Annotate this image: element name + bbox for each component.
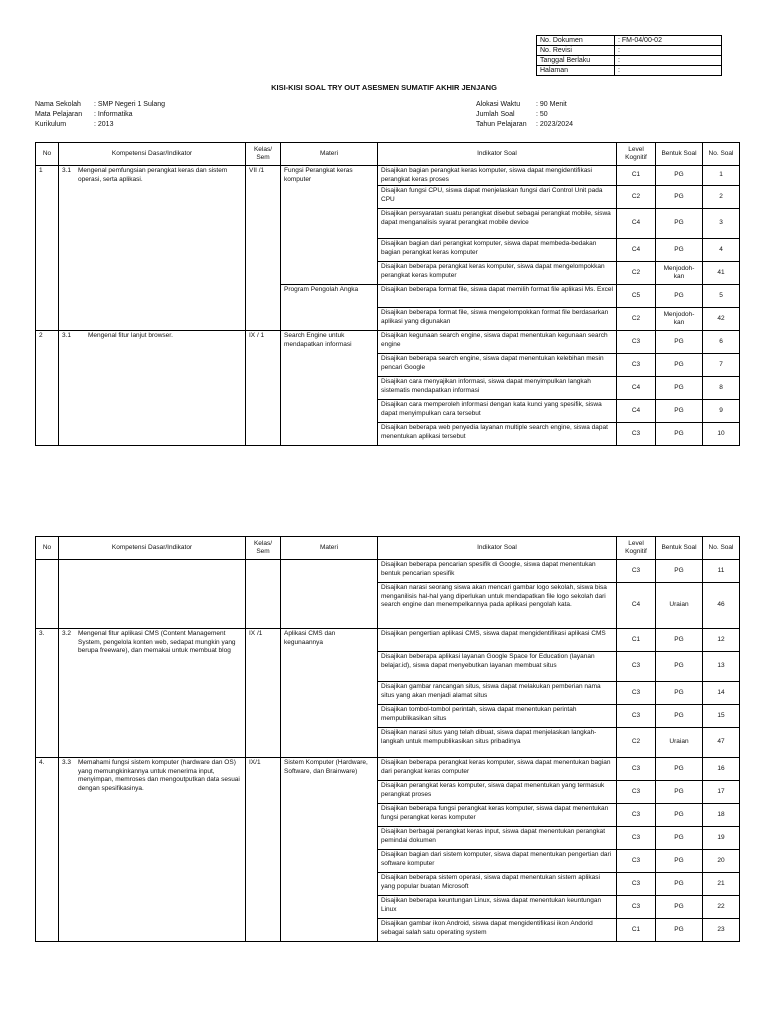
question-type: PG	[656, 400, 703, 423]
material-cell: Program Pengolah Angka	[281, 285, 378, 331]
question-number: 20	[703, 850, 740, 873]
material-cell: Aplikasi CMS dan kegunaannya	[281, 629, 378, 758]
question-type: PG	[656, 331, 703, 354]
competency-text	[62, 630, 242, 656]
question-type: Uraian	[656, 583, 703, 629]
competency-cell	[59, 758, 246, 942]
question-number: 3	[703, 209, 740, 239]
header-kd: Kompetensi Dasar/Indikator	[59, 537, 246, 560]
indicator-cell: Disajikan beberapa keuntungan Linux, siswa dapat menentukan keuntungan Linux	[378, 896, 617, 919]
cognitive-level: C3	[617, 354, 656, 377]
table-row	[36, 331, 740, 354]
competency-description: Memahami fungsi sistem komputer (hardware dan OS) yang memungkinkannya untuk menerima input, menyimpan, memroses dan mengoutputkan data sesuai dengan spesifikasinya.	[78, 759, 240, 792]
meta-value: : SMP Negeri 1 Sulang	[94, 101, 166, 108]
meta-label: Nama Sekolah	[35, 101, 81, 108]
question-number: 6	[703, 331, 740, 354]
header-materi: Materi	[281, 537, 378, 560]
cognitive-level: C4	[617, 583, 656, 629]
question-type: PG	[656, 919, 703, 942]
cognitive-level: C3	[617, 682, 656, 705]
indicator-cell: Disajikan berbagai perangkat keras input, siswa dapat menentukan perangkat pemindai dokumen	[378, 827, 617, 850]
question-number: 9	[703, 400, 740, 423]
table-2-body	[36, 560, 740, 942]
cognitive-level: C5	[617, 285, 656, 308]
doc-info-value: :	[615, 56, 722, 66]
cognitive-level: C3	[617, 873, 656, 896]
question-number: 14	[703, 682, 740, 705]
header-no: No	[36, 537, 59, 560]
cognitive-level: C2	[617, 262, 656, 285]
indicator-cell: Disajikan cara memperoleh informasi dengan kata kunci yang spesifik, siswa dapat menyimpulkan cara tersebut	[378, 400, 617, 423]
competency-text	[62, 332, 242, 341]
question-type: PG	[656, 827, 703, 850]
cognitive-level: C1	[617, 629, 656, 652]
meta-label: Jumlah Soal	[476, 111, 515, 118]
question-type: PG	[656, 682, 703, 705]
cognitive-level: C4	[617, 377, 656, 400]
competency-text	[62, 759, 242, 793]
cognitive-level: C2	[617, 728, 656, 758]
material-cell: Search Engine untuk mendapatkan informasi	[281, 331, 378, 446]
indicator-cell: Disajikan beberapa web penyedia layanan multiple search engine, siswa dapat menentukan aplikasi tersebut	[378, 423, 617, 446]
indicator-cell: Disajikan perangkat keras komputer, siswa dapat menentukan yang termasuk perangkat proses	[378, 781, 617, 804]
table-header-row	[36, 537, 740, 560]
question-type: PG	[656, 209, 703, 239]
header-kelas: Kelas/ Sem	[246, 143, 281, 166]
competency-cell	[59, 331, 246, 446]
question-number: 19	[703, 827, 740, 850]
question-type: PG	[656, 758, 703, 781]
indicator-cell: Disajikan beberapa format file, siswa mengelompokkan format file berdasarkan aplikasi yang digunakan	[378, 308, 617, 331]
indicator-cell: Disajikan bagian dari perangkat komputer, siswa dapat membeda-bedakan bagian perangkat keras komputer	[378, 239, 617, 262]
question-number: 47	[703, 728, 740, 758]
indicator-cell: Disajikan beberapa pencarian spesifik di Google, siswa dapat menentukan bentuk pencarian spesifik	[378, 560, 617, 583]
question-number: 18	[703, 804, 740, 827]
indicator-cell: Disajikan beberapa search engine, siswa dapat menentukan kelebihan mesin pencari Google	[378, 354, 617, 377]
meta-row	[35, 120, 165, 130]
question-number: 12	[703, 629, 740, 652]
cognitive-level: C3	[617, 827, 656, 850]
cognitive-level: C3	[617, 758, 656, 781]
table-row	[36, 758, 740, 781]
indicator-cell: Disajikan gambar rancangan situs, siswa dapat melakukan pemberian nama situs yang akan menjadi alamat situs	[378, 682, 617, 705]
table-header-row	[36, 143, 740, 166]
doc-info-row	[537, 46, 722, 56]
table-1-body	[36, 166, 740, 446]
header-indikator: Indikator Soal	[378, 143, 617, 166]
row-number: 4.	[36, 758, 59, 942]
cognitive-level: C4	[617, 400, 656, 423]
competency-cell	[59, 560, 246, 629]
question-number: 2	[703, 186, 740, 209]
meta-row	[476, 110, 573, 120]
doc-info-value: : FM-04/00-02	[615, 36, 722, 46]
question-type: PG	[656, 873, 703, 896]
material-cell: Fungsi Perangkat keras komputer	[281, 166, 378, 285]
doc-info-value: :	[615, 46, 722, 56]
question-number: 46	[703, 583, 740, 629]
indicator-cell: Disajikan pengertian aplikasi CMS, siswa dapat mengidentifikasi aplikasi CMS	[378, 629, 617, 652]
question-number: 22	[703, 896, 740, 919]
meta-value: : 2023/2024	[536, 121, 573, 128]
indicator-cell: Disajikan beberapa perangkat keras komputer, siswa dapat menentukan bagian dari perangkat keras computer	[378, 758, 617, 781]
row-number: 2	[36, 331, 59, 446]
document-info-box	[536, 35, 722, 76]
header-level: Level Kognitif	[617, 143, 656, 166]
meta-label: Alokasi Waktu	[476, 101, 521, 108]
table-row	[36, 629, 740, 652]
question-type: PG	[656, 804, 703, 827]
question-type: PG	[656, 629, 703, 652]
competency-description: Mengenal fitur lanjut browser.	[88, 332, 173, 339]
question-number: 13	[703, 652, 740, 682]
indicator-cell: Disajikan gambar ikon Android, siswa dapat mengidentifikasi ikon Andorid sebagai salah satu operating system	[378, 919, 617, 942]
competency-cell	[59, 629, 246, 758]
question-type: PG	[656, 166, 703, 186]
cognitive-level: C3	[617, 804, 656, 827]
table-row	[36, 166, 740, 186]
cognitive-level: C1	[617, 919, 656, 942]
header-level: Level Kognitif	[617, 537, 656, 560]
question-type: Menjodoh-kan	[656, 262, 703, 285]
question-type: PG	[656, 239, 703, 262]
cognitive-level: C3	[617, 652, 656, 682]
meta-row	[35, 110, 165, 120]
question-number: 41	[703, 262, 740, 285]
doc-info-label: Halaman	[537, 66, 615, 76]
indicator-cell: Disajikan beberapa aplikasi layanan Google Space for Education (layanan belajar.id), siswa dapat menyebutkan layanan membuat situs	[378, 652, 617, 682]
competency-description: Mengenal fitur aplikasi CMS (Content Management System, pengelola konten web, sedapat mungkin yang berupa freeware), dan memakai untuk membuat blog	[78, 630, 236, 654]
question-type: PG	[656, 186, 703, 209]
indicator-cell: Disajikan beberapa format file, siswa dapat memilih format file aplikasi Ms. Excel	[378, 285, 617, 308]
cognitive-level: C2	[617, 308, 656, 331]
cognitive-level: C3	[617, 896, 656, 919]
competency-number: 3.1	[62, 332, 72, 339]
question-number: 15	[703, 705, 740, 728]
cognitive-level: C1	[617, 166, 656, 186]
cognitive-level: C2	[617, 186, 656, 209]
doc-info-row	[537, 36, 722, 46]
class-semester: IX / 1	[246, 331, 281, 446]
indicator-cell: Disajikan kegunaan search engine, siswa dapat menentukan kegunaan search engine	[378, 331, 617, 354]
question-type: PG	[656, 285, 703, 308]
indicator-cell: Disajikan narasi seorang siswa akan mencari gambar logo sekolah, siswa bisa menganilisis hal-hal yang diperlukan untuk mendapatkan file logo sekolah dari search engine dan menempelkannya pada aplikasi pengolah kata.	[378, 583, 617, 629]
doc-info-label: Tanggal Berlaku	[537, 56, 615, 66]
indicator-cell: Disajikan beberapa sistem operasi, siswa dapat menentukan sistem aplikasi yang popular buatan Microsoft	[378, 873, 617, 896]
meta-value: : 90 Menit	[536, 101, 567, 108]
exam-info	[476, 100, 573, 130]
question-number: 21	[703, 873, 740, 896]
indicator-cell: Disajikan persyaratan suatu perangkat disebut sebagai perangkat mobile, siswa dapat menganalisis syarat perangkat mobile device	[378, 209, 617, 239]
row-number	[36, 560, 59, 629]
question-type: PG	[656, 354, 703, 377]
meta-row	[35, 100, 165, 110]
row-number: 1	[36, 166, 59, 331]
competency-text	[62, 167, 242, 184]
class-semester: IX/1	[246, 758, 281, 942]
doc-info-label: No. Dokumen	[537, 36, 615, 46]
question-number: 42	[703, 308, 740, 331]
indicator-cell: Disajikan bagian dari sistem komputer, siswa dapat menentukan pengertian dari software komputer	[378, 850, 617, 873]
indicator-cell: Disajikan bagian perangkat keras komputer, siswa dapat mengidentifikasi perangkat keras proses	[378, 166, 617, 186]
competency-number: 3.2	[62, 630, 72, 637]
class-semester: VII /1	[246, 166, 281, 331]
question-number: 10	[703, 423, 740, 446]
meta-row	[476, 120, 573, 130]
question-type: PG	[656, 377, 703, 400]
doc-info-row	[537, 66, 722, 76]
question-type: PG	[656, 896, 703, 919]
doc-info-label: No. Revisi	[537, 46, 615, 56]
indicator-cell: Disajikan tombol-tombol perintah, siswa dapat menentukan perintah mempublikasikan situs	[378, 705, 617, 728]
question-type: PG	[656, 423, 703, 446]
question-type: PG	[656, 781, 703, 804]
cognitive-level: C3	[617, 781, 656, 804]
competency-number: 3.3	[62, 759, 72, 766]
header-indikator: Indikator Soal	[378, 537, 617, 560]
cognitive-level: C3	[617, 850, 656, 873]
question-number: 4	[703, 239, 740, 262]
header-bentuk: Bentuk Soal	[656, 143, 703, 166]
question-type: PG	[656, 705, 703, 728]
cognitive-level: C3	[617, 423, 656, 446]
material-cell	[281, 560, 378, 629]
meta-label: Tahun Pelajaran	[476, 121, 527, 128]
table-row	[36, 560, 740, 583]
meta-value: : 50	[536, 111, 548, 118]
meta-row	[476, 100, 573, 110]
page-title: KISI-KISI SOAL TRY OUT ASESMEN SUMATIF AKHIR JENJANG	[271, 83, 497, 92]
competency-number: 3.1	[62, 167, 72, 174]
material-cell: Sistem Komputer (Hardware, Software, dan Brainware)	[281, 758, 378, 942]
header-materi: Materi	[281, 143, 378, 166]
question-type: Menjodoh-kan	[656, 308, 703, 331]
indicator-cell: Disajikan narasi situs yang telah dibuat, siswa dapat menjelaskan langkah-langkah untuk mempublikasikan situs pribadinya	[378, 728, 617, 758]
question-type: PG	[656, 652, 703, 682]
header-bentuk: Bentuk Soal	[656, 537, 703, 560]
question-number: 17	[703, 781, 740, 804]
meta-value: : Informatika	[94, 111, 133, 118]
header-no: No	[36, 143, 59, 166]
indicator-cell: Disajikan fungsi CPU, siswa dapat menjelaskan fungsi dari Control Unit pada CPU	[378, 186, 617, 209]
question-number: 7	[703, 354, 740, 377]
indicator-cell: Disajikan cara menyajikan informasi, siswa dapat menyimpulkan langkah sistematis mendapatkan informasi	[378, 377, 617, 400]
header-kelas: Kelas/ Sem	[246, 537, 281, 560]
row-number: 3.	[36, 629, 59, 758]
header-nosoal: No. Soal	[703, 143, 740, 166]
cognitive-level: C4	[617, 239, 656, 262]
competency-description: Mengenal pemfungsian perangkat keras dan sistem operasi, serta aplikasi.	[78, 167, 228, 183]
question-number: 8	[703, 377, 740, 400]
cognitive-level: C3	[617, 331, 656, 354]
competency-cell	[59, 166, 246, 331]
question-type: PG	[656, 560, 703, 583]
class-semester: IX /1	[246, 629, 281, 758]
meta-value: : 2013	[94, 121, 114, 128]
header-kd: Kompetensi Dasar/Indikator	[59, 143, 246, 166]
question-number: 11	[703, 560, 740, 583]
cognitive-level: C4	[617, 209, 656, 239]
cognitive-level: C3	[617, 560, 656, 583]
cognitive-level: C3	[617, 705, 656, 728]
meta-label: Mata Pelajaran	[35, 111, 83, 118]
question-type: PG	[656, 850, 703, 873]
kisi-table-2	[35, 536, 740, 942]
question-number: 23	[703, 919, 740, 942]
question-number: 16	[703, 758, 740, 781]
header-nosoal: No. Soal	[703, 537, 740, 560]
kisi-table-1	[35, 142, 740, 446]
doc-info-row	[537, 56, 722, 66]
class-semester	[246, 560, 281, 629]
question-number: 5	[703, 285, 740, 308]
doc-info-value: :	[615, 66, 722, 76]
indicator-cell: Disajikan beberapa perangkat keras komputer, siswa dapat mengelompokkan perangkat keras komputer	[378, 262, 617, 285]
question-number: 1	[703, 166, 740, 186]
school-info	[35, 100, 165, 130]
question-type: Uraian	[656, 728, 703, 758]
indicator-cell: Disajikan beberapa fungsi perangkat keras komputer, siswa dapat menentukan fungsi perangkat keras komputer	[378, 804, 617, 827]
meta-label: Kurikulum	[35, 121, 67, 128]
